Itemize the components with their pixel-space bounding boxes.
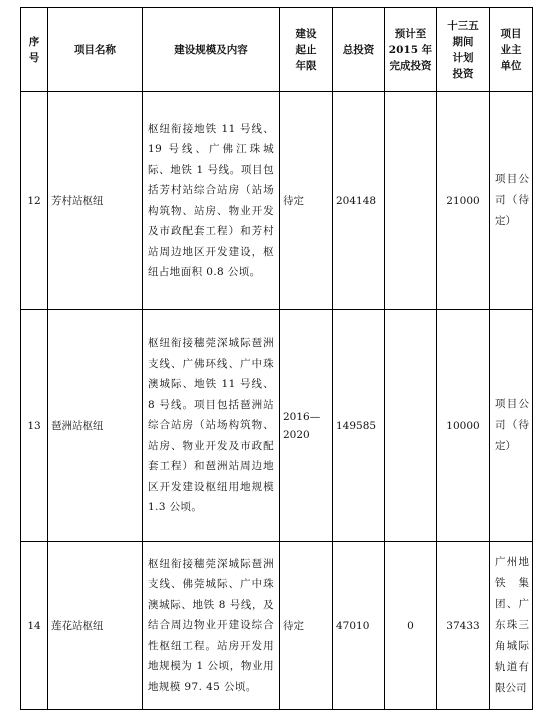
row-by2015 [385, 92, 437, 310]
row-name: 莲花站枢纽 [48, 542, 143, 710]
row-plan135: 10000 [437, 310, 490, 542]
row-scope: 枢纽衔接地铁 11 号线、19 号线、广佛江珠城际、地铁 1 号线。项目包括芳村站综合站房（站场构筑物、站房、物业开发及市政配套工程）和芳村站周边地区开发建设，枢纽占地面积 0.8 公顷。 [143, 92, 280, 310]
header-period: 建设 起止 年限 [280, 8, 333, 92]
row-owner: 项目公司（待定） [490, 310, 533, 542]
row-period: 待定 [280, 92, 333, 310]
row-plan135: 21000 [437, 92, 490, 310]
table-row [21, 310, 533, 542]
header-owner: 项目 业主 单位 [490, 8, 533, 92]
row-total: 47010 [333, 542, 385, 710]
row-plan135: 37433 [437, 542, 490, 710]
header-name: 项目名称 [48, 8, 143, 92]
row-period: 待定 [280, 542, 333, 710]
row-total: 204148 [333, 92, 385, 310]
row-total: 149585 [333, 310, 385, 542]
row-no: 13 [21, 310, 48, 542]
header-by2015: 预计至 2015 年 完成投资 [385, 8, 437, 92]
table-row [21, 92, 533, 310]
row-by2015: 0 [385, 542, 437, 710]
row-by2015 [385, 310, 437, 542]
row-scope: 枢纽衔接穗莞深城际琶洲支线、佛莞城际、广中珠澳城际、地铁 8 号线，及结合周边物业开建设综合性枢纽工程。站房开发用地规模为 1 公顷，物业用地规模 97. 45 公顷。 [143, 542, 280, 710]
row-name: 芳村站枢纽 [48, 92, 143, 310]
row-owner: 项目公司（待定） [490, 92, 533, 310]
table-row [21, 542, 533, 710]
project-table [20, 7, 533, 710]
row-name: 琶洲站枢纽 [48, 310, 143, 542]
row-period: 2016—2020 [280, 310, 333, 542]
header-row [21, 8, 533, 92]
row-scope: 枢纽衔接穗莞深城际琶洲支线、广佛环线、广中珠澳城际、地铁 11 号线、8 号线。项目包括琶洲站综合站房（站场构筑物、站房、物业开发及市政配套工程）和琶洲站周边地区开发建设枢纽用地规模 1.3 公顷。 [143, 310, 280, 542]
header-scope: 建设规模及内容 [143, 8, 280, 92]
header-total: 总投资 [333, 8, 385, 92]
row-owner: 广州地铁集团、广东珠三角城际轨道有限公司 [490, 542, 533, 710]
header-plan135: 十三五 期间 计划 投资 [437, 8, 490, 92]
row-no: 14 [21, 542, 48, 710]
row-no: 12 [21, 92, 48, 310]
header-no: 序 号 [21, 8, 48, 92]
